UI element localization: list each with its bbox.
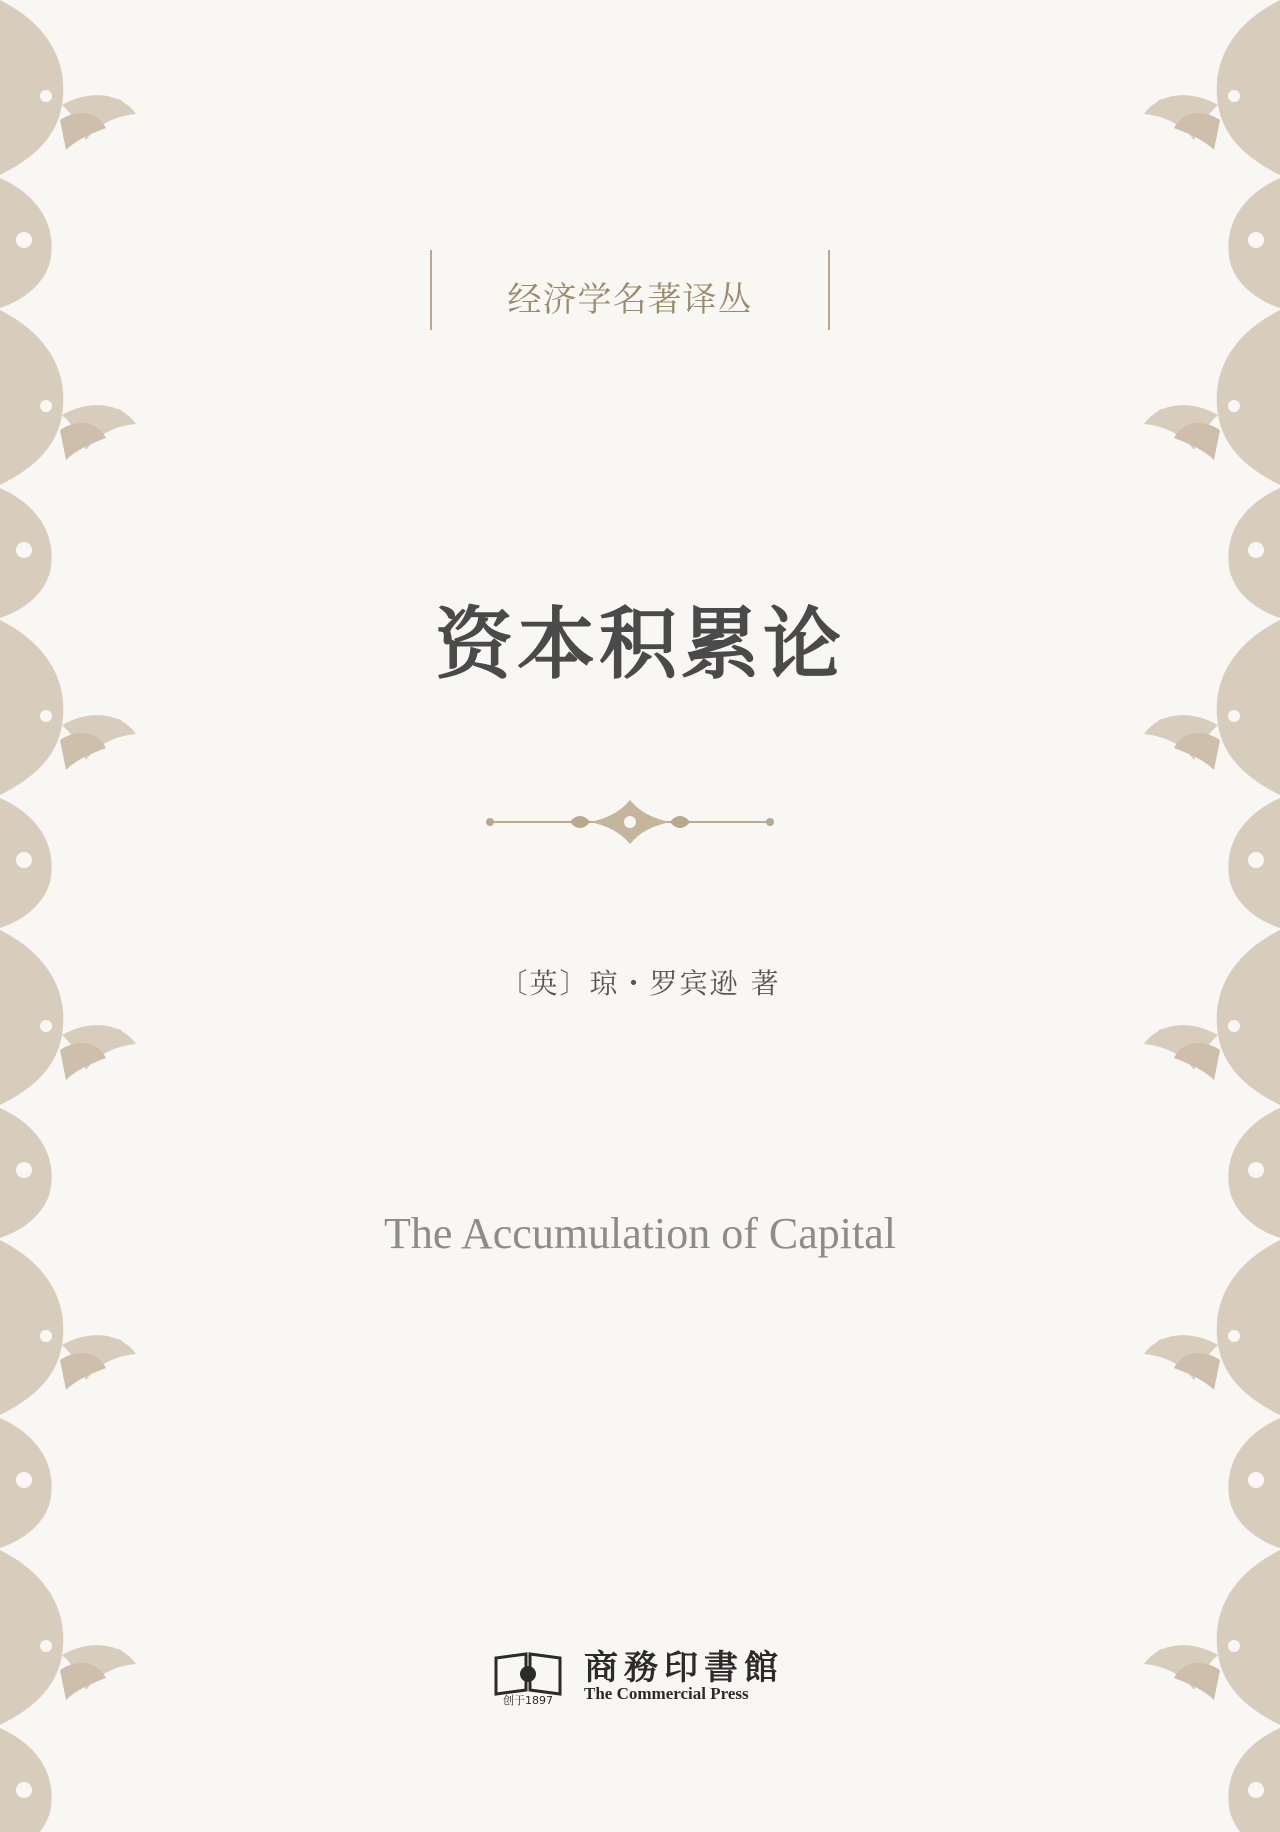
series-title: 经济学名著译丛 [507,280,753,320]
right-ornamental-border [1130,0,1280,1832]
publisher-founded: 创于1897 [503,1694,553,1707]
series-label [430,250,830,330]
publisher-name-cn: 商務印書館 [584,1648,784,1688]
publisher-name-en: The Commercial Press [584,1684,749,1703]
book-title: 资本积累论 [434,600,845,690]
english-title: The Accumulation of Capital [384,1209,896,1258]
ornament-divider [480,792,780,852]
left-ornamental-border [0,0,150,1832]
author-line: 〔英〕琼・罗宾逊 著 [499,967,781,1000]
publisher-block [492,1640,792,1710]
